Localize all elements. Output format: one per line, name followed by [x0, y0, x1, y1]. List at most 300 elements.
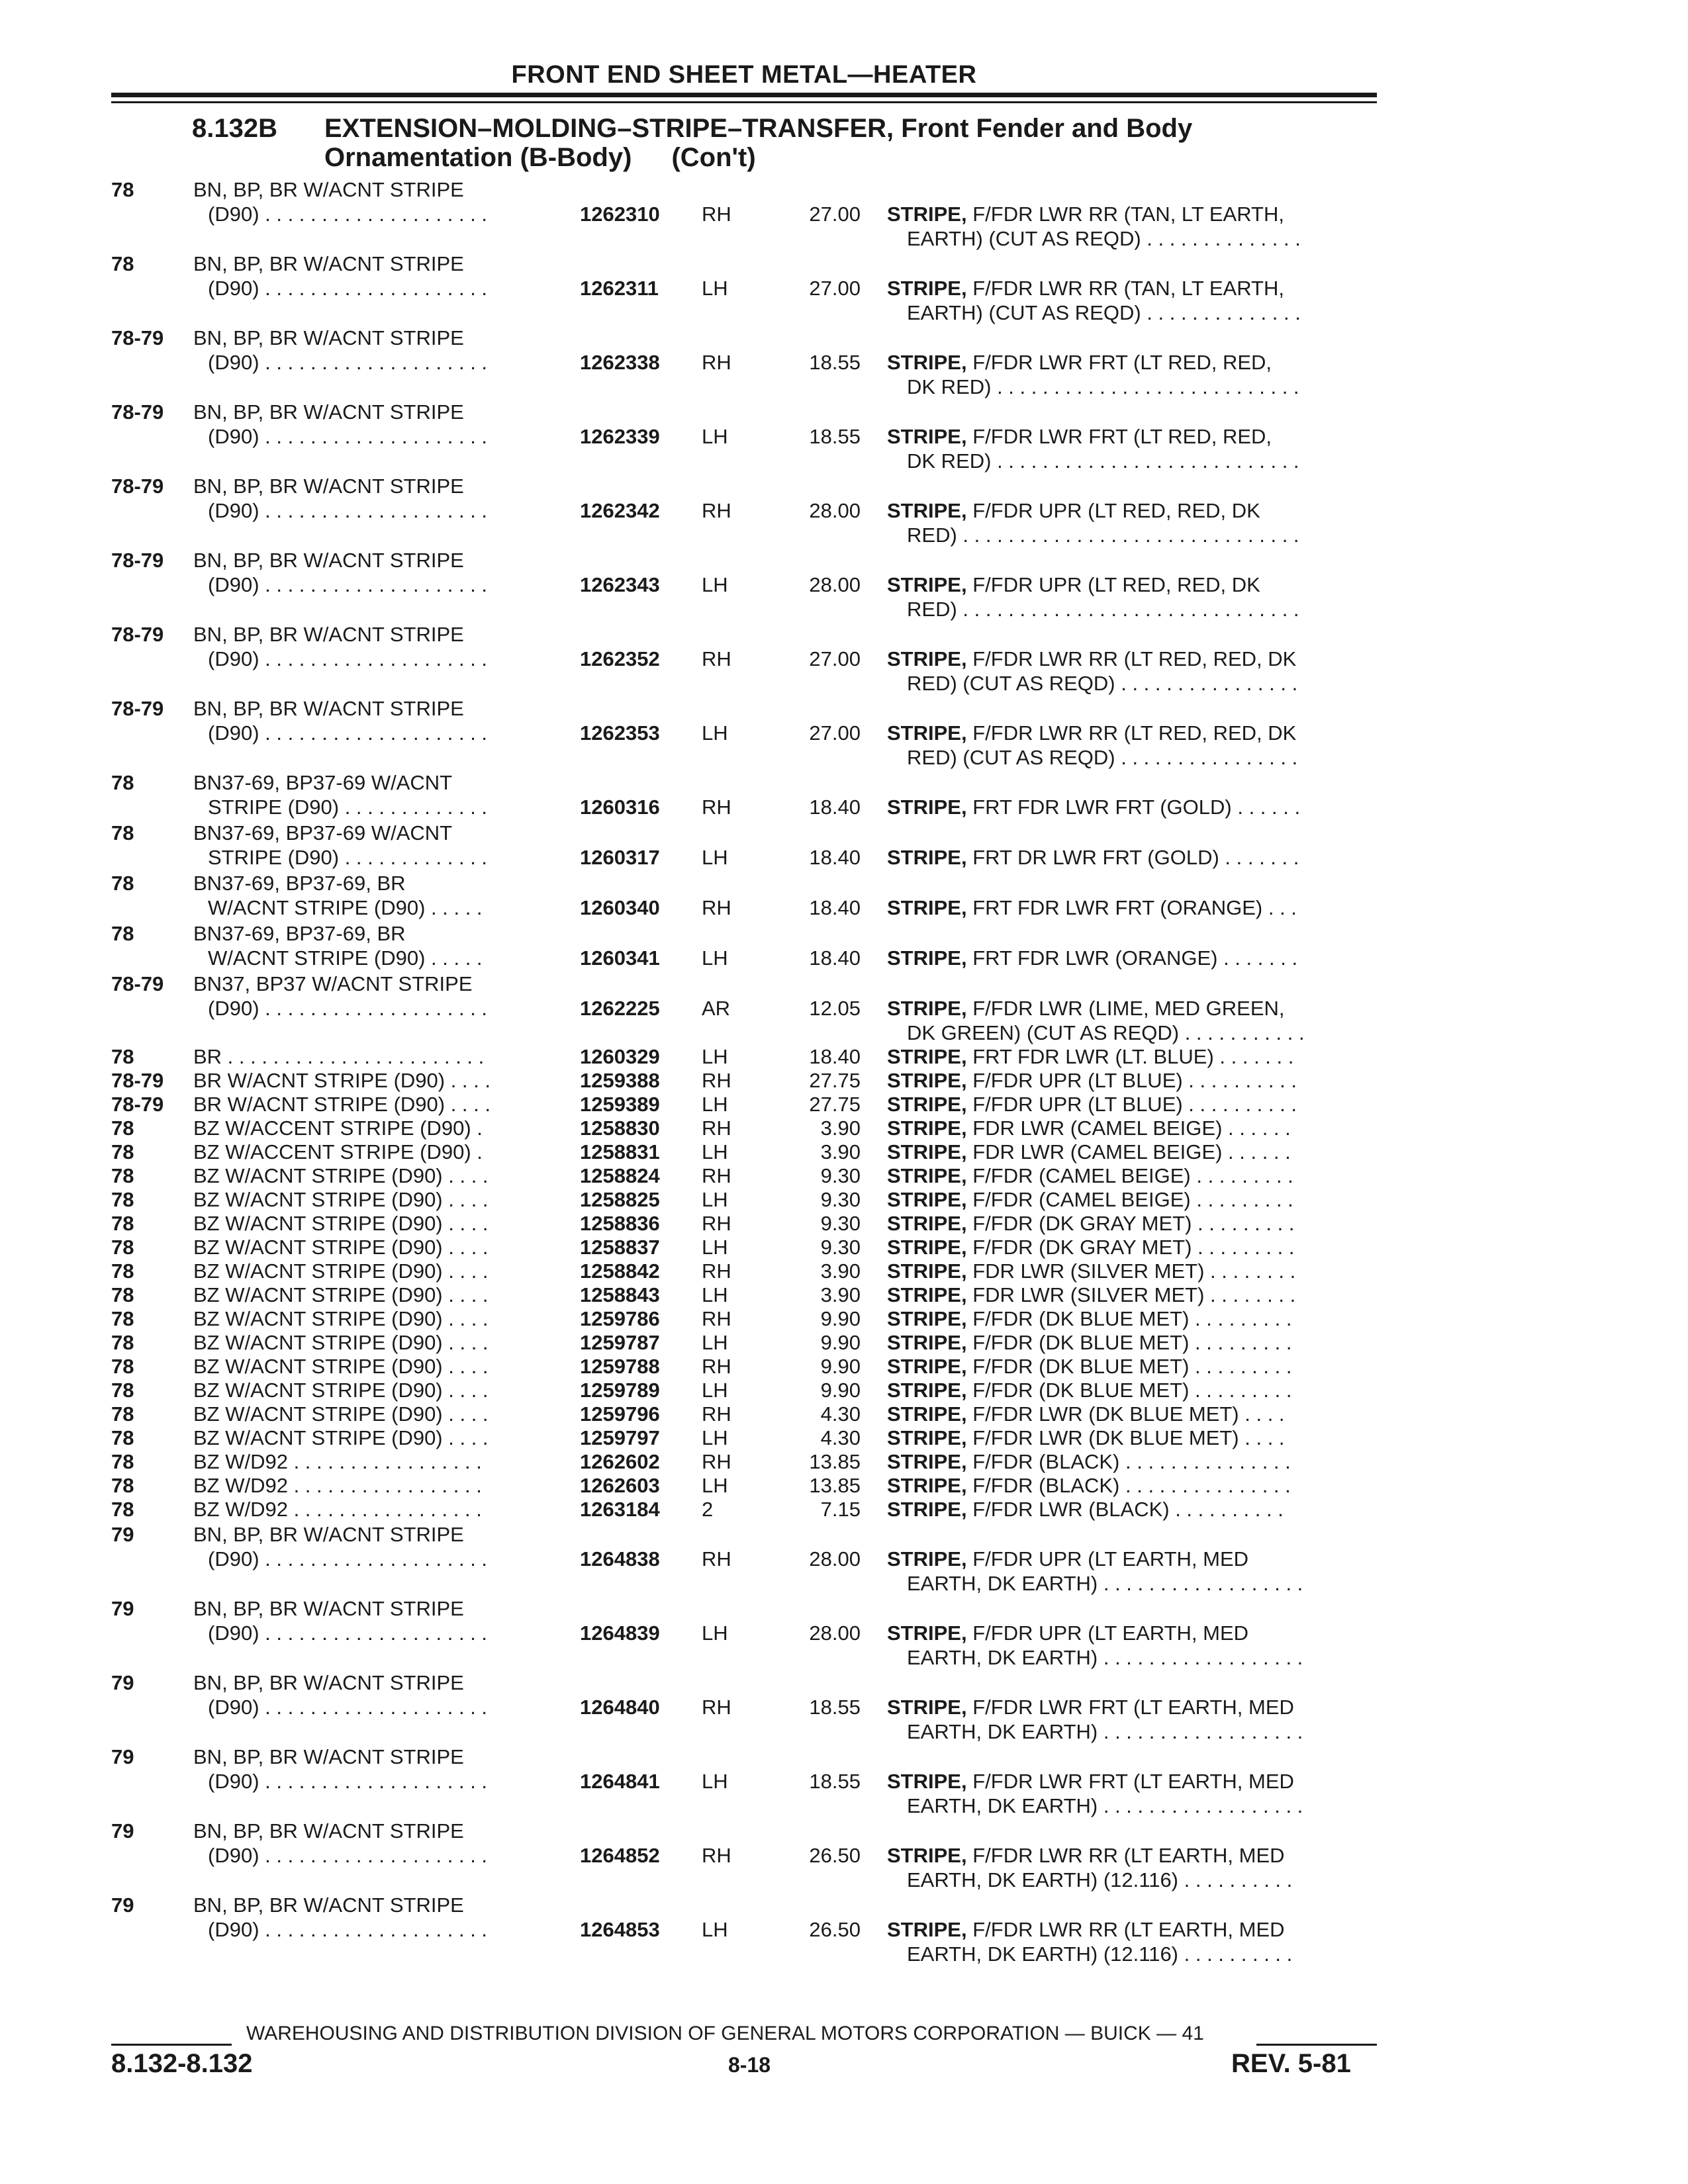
row-year: 78: [111, 1307, 134, 1330]
row-description-text: F/FDR LWR RR (TAN, LT EARTH,: [966, 203, 1284, 226]
row-description-line2: EARTH, DK EARTH) . . . . . . . . . . . . . . . . . .: [907, 1794, 1303, 1817]
row-description: [887, 1497, 1377, 1522]
row-price: 26.50: [809, 1844, 861, 1867]
row-part-number: 1264853: [580, 1918, 660, 1941]
row-model-line1: BZ W/ACNT STRIPE (D90) . . . .: [193, 1379, 489, 1402]
row-description-keyword: STRIPE,: [887, 277, 967, 300]
row-description: [887, 647, 1377, 696]
row-model: [193, 1330, 551, 1355]
row-description-line1: [887, 350, 1377, 375]
row-side: LH: [702, 425, 728, 448]
row-side: LH: [702, 1283, 728, 1306]
row-description-keyword: STRIPE,: [887, 721, 967, 745]
row-description-text: F/FDR (BLACK) . . . . . . . . . . . . . . .: [966, 1474, 1291, 1497]
row-side: LH: [702, 277, 728, 300]
row-description: [887, 1621, 1377, 1670]
row-year: 78: [111, 1426, 134, 1449]
row-year: 78: [111, 821, 134, 844]
row-side: RH: [702, 1402, 731, 1426]
row-description-line1: [887, 996, 1377, 1021]
footer-rule-left: [111, 2044, 232, 2046]
row-description: [887, 424, 1377, 473]
row-description-line1: [887, 721, 1377, 745]
row-description-keyword: STRIPE,: [887, 846, 967, 869]
row-description-line1: [887, 1092, 1377, 1116]
row-part-number: 1258831: [580, 1140, 660, 1163]
row-year: 79: [111, 1893, 134, 1917]
row-model: [193, 622, 551, 671]
row-model-line1: BN, BP, BR W/ACNT STRIPE: [193, 1597, 464, 1620]
row-description-line1: [887, 498, 1377, 523]
row-side: RH: [702, 647, 731, 670]
row-description-line1: [887, 1211, 1377, 1236]
row-description-keyword: STRIPE,: [887, 1188, 967, 1211]
row-part-number: 1262311: [580, 277, 659, 300]
row-description-line1: [887, 1402, 1377, 1426]
row-description-line2: DK GREEN) (CUT AS REQD) . . . . . . . . . . .: [907, 1021, 1305, 1044]
row-description: [887, 845, 1377, 870]
row-description: [887, 1330, 1377, 1355]
row-description-keyword: STRIPE,: [887, 1696, 967, 1719]
row-model-line1: BZ W/ACNT STRIPE (D90) . . . .: [193, 1331, 489, 1354]
row-description-text: F/FDR LWR FRT (LT EARTH, MED: [966, 1770, 1294, 1793]
row-description-line1: [887, 1306, 1377, 1331]
row-side: RH: [702, 1547, 731, 1570]
row-description-keyword: STRIPE,: [887, 796, 967, 819]
row-description-keyword: STRIPE,: [887, 1140, 967, 1163]
row-year: 78: [111, 1116, 134, 1140]
row-description-line2: RED) (CUT AS REQD) . . . . . . . . . . . . . . . .: [907, 672, 1298, 695]
row-description-line1: [887, 1497, 1377, 1522]
row-description: [887, 946, 1377, 970]
row-price: 26.50: [809, 1918, 861, 1941]
row-description-keyword: STRIPE,: [887, 896, 967, 919]
row-model: [193, 921, 551, 970]
row-description-line1: [887, 1330, 1377, 1355]
row-description-line1: [887, 202, 1377, 226]
row-year: 78-79: [111, 1069, 164, 1092]
row-part-number: 1259796: [580, 1402, 660, 1426]
row-description-keyword: STRIPE,: [887, 1498, 967, 1521]
row-description-keyword: STRIPE,: [887, 499, 967, 522]
row-side: LH: [702, 721, 728, 745]
row-description: [887, 1473, 1377, 1498]
row-model-line1: BN37-69, BP37-69 W/ACNT: [193, 821, 453, 844]
row-model: [193, 326, 551, 375]
row-model-line1: BZ W/ACNT STRIPE (D90) . . . .: [193, 1212, 489, 1235]
row-price: 18.40: [809, 796, 861, 819]
row-year: 78: [111, 1379, 134, 1402]
row-description-keyword: STRIPE,: [887, 1283, 967, 1306]
row-description-line1: [887, 1917, 1377, 1942]
row-side: LH: [702, 1426, 728, 1449]
row-model-line1: BN37, BP37 W/ACNT STRIPE: [193, 972, 473, 995]
row-model-line1: BZ W/ACNT STRIPE (D90) . . . .: [193, 1164, 489, 1187]
row-description-line1: [887, 1044, 1377, 1069]
row-description: [887, 1402, 1377, 1426]
row-year: 78: [111, 922, 134, 945]
row-side: LH: [702, 573, 728, 596]
row-description-line1: [887, 1140, 1377, 1164]
row-year: 78-79: [111, 475, 164, 498]
row-description-line2: EARTH, DK EARTH) . . . . . . . . . . . . . . . . . .: [907, 1646, 1303, 1669]
row-part-number: 1262353: [580, 721, 660, 745]
row-description-keyword: STRIPE,: [887, 997, 967, 1020]
row-description-text: F/FDR (BLACK) . . . . . . . . . . . . . . .: [966, 1450, 1291, 1473]
row-model-line2: (D90) . . . . . . . . . . . . . . . . . . . .: [208, 1844, 488, 1867]
row-description-line2: EARTH) (CUT AS REQD) . . . . . . . . . . . . . .: [907, 227, 1301, 250]
row-price: 9.90: [820, 1379, 861, 1402]
row-price: 3.90: [820, 1116, 861, 1140]
row-part-number: 1259788: [580, 1355, 660, 1378]
row-model-line1: BZ W/ACNT STRIPE (D90) . . . .: [193, 1355, 489, 1378]
row-description: [887, 1695, 1377, 1744]
row-description-keyword: STRIPE,: [887, 1918, 967, 1941]
row-description-line1: [887, 1354, 1377, 1379]
row-price: 28.00: [809, 1621, 861, 1645]
row-year: 79: [111, 1819, 134, 1843]
row-description-keyword: STRIPE,: [887, 1402, 967, 1426]
row-description-text: F/FDR LWR (DK BLUE MET) . . . .: [966, 1402, 1285, 1426]
row-model: [193, 474, 551, 523]
row-price: 27.75: [809, 1093, 861, 1116]
row-side: LH: [702, 1331, 728, 1354]
row-side: RH: [702, 203, 731, 226]
row-description-line1: [887, 1163, 1377, 1188]
row-model-line2: (D90) . . . . . . . . . . . . . . . . . . . .: [208, 1918, 488, 1941]
row-year: 78: [111, 1140, 134, 1163]
row-price: 18.55: [809, 425, 861, 448]
row-description: [887, 202, 1377, 251]
row-description-text: FRT FDR LWR FRT (ORANGE) . . .: [966, 896, 1297, 919]
row-description: [887, 1354, 1377, 1379]
row-model-line2: (D90) . . . . . . . . . . . . . . . . . . . .: [208, 1621, 488, 1645]
row-model-line1: BN, BP, BR W/ACNT STRIPE: [193, 1523, 464, 1546]
row-description-text: F/FDR LWR FRT (LT EARTH, MED: [966, 1696, 1294, 1719]
row-model: [193, 1596, 551, 1645]
row-model-line1: BZ W/ACCENT STRIPE (D90) .: [193, 1140, 483, 1163]
row-description-line1: [887, 845, 1377, 870]
row-part-number: 1264841: [580, 1770, 660, 1793]
footer-revision: REV. 5-81: [1231, 2049, 1351, 2078]
row-description-keyword: STRIPE,: [887, 425, 967, 448]
row-description-keyword: STRIPE,: [887, 1164, 967, 1187]
row-description: [887, 1163, 1377, 1188]
row-side: RH: [702, 1164, 731, 1187]
section-number: 8.132B: [192, 114, 277, 143]
row-description: [887, 721, 1377, 770]
row-description-line1: [887, 1283, 1377, 1307]
row-description: [887, 795, 1377, 819]
row-price: 28.00: [809, 1547, 861, 1570]
row-side: RH: [702, 1116, 731, 1140]
row-description-line1: [887, 424, 1377, 449]
row-description-keyword: STRIPE,: [887, 203, 967, 226]
row-model: [193, 1235, 551, 1259]
row-side: RH: [702, 1355, 731, 1378]
row-description-text: F/FDR LWR RR (LT RED, RED, DK: [966, 647, 1297, 670]
row-part-number: 1259787: [580, 1331, 660, 1354]
row-model-line1: BZ W/ACCENT STRIPE (D90) .: [193, 1116, 483, 1140]
row-model: [193, 821, 551, 870]
row-model-line1: BZ W/ACNT STRIPE (D90) . . . .: [193, 1426, 489, 1449]
row-description-keyword: STRIPE,: [887, 1379, 967, 1402]
row-description-text: F/FDR LWR RR (LT EARTH, MED: [966, 1918, 1285, 1941]
row-description-line1: [887, 1473, 1377, 1498]
row-price: 27.00: [809, 647, 861, 670]
row-description-text: FDR LWR (SILVER MET) . . . . . . . .: [966, 1283, 1296, 1306]
row-description-text: F/FDR UPR (LT BLUE) . . . . . . . . . .: [966, 1069, 1297, 1092]
row-part-number: 1264839: [580, 1621, 660, 1645]
row-model: [193, 1306, 551, 1331]
row-model-line1: BZ W/ACNT STRIPE (D90) . . . .: [193, 1307, 489, 1330]
row-description-keyword: STRIPE,: [887, 946, 967, 970]
row-description-line2: RED) (CUT AS REQD) . . . . . . . . . . . . . . . .: [907, 746, 1298, 769]
row-model-line1: BN37-69, BP37-69, BR: [193, 872, 406, 895]
row-part-number: 1262225: [580, 997, 660, 1020]
row-price: 9.30: [820, 1212, 861, 1235]
row-model: [193, 1116, 551, 1140]
row-description-text: F/FDR LWR (DK BLUE MET) . . . .: [966, 1426, 1285, 1449]
footer-rule-right: [1256, 2044, 1377, 2046]
row-year: 78: [111, 1045, 134, 1068]
row-description-keyword: STRIPE,: [887, 1474, 967, 1497]
row-price: 18.55: [809, 1696, 861, 1719]
row-description-text: FRT DR LWR FRT (GOLD) . . . . . . .: [966, 846, 1299, 869]
row-year: 79: [111, 1671, 134, 1694]
row-description-keyword: STRIPE,: [887, 1770, 967, 1793]
row-description-keyword: STRIPE,: [887, 1547, 967, 1570]
row-part-number: 1263184: [580, 1498, 660, 1521]
row-price: 4.30: [820, 1402, 861, 1426]
row-side: RH: [702, 499, 731, 522]
row-part-number: 1262339: [580, 425, 660, 448]
row-model-line1: BZ W/D92 . . . . . . . . . . . . . . . . .: [193, 1498, 482, 1521]
row-model-line1: BR W/ACNT STRIPE (D90) . . . .: [193, 1069, 491, 1092]
row-model-line1: BZ W/D92 . . . . . . . . . . . . . . . . .: [193, 1450, 482, 1473]
row-description-text: F/FDR (CAMEL BEIGE) . . . . . . . . .: [966, 1188, 1293, 1211]
row-model-line1: BN, BP, BR W/ACNT STRIPE: [193, 1893, 464, 1917]
row-model-line2: STRIPE (D90) . . . . . . . . . . . . .: [208, 796, 488, 819]
row-price: 3.90: [820, 1283, 861, 1306]
row-part-number: 1262352: [580, 647, 660, 670]
row-price: 4.30: [820, 1426, 861, 1449]
row-year: 78-79: [111, 697, 164, 720]
row-part-number: 1264852: [580, 1844, 660, 1867]
row-description: [887, 1044, 1377, 1069]
row-description-keyword: STRIPE,: [887, 647, 967, 670]
row-description-keyword: STRIPE,: [887, 1069, 967, 1092]
row-part-number: 1258836: [580, 1212, 660, 1235]
row-model: [193, 770, 551, 819]
row-description-keyword: STRIPE,: [887, 1045, 967, 1068]
row-model-line1: BZ W/ACNT STRIPE (D90) . . . .: [193, 1259, 489, 1283]
row-price: 18.40: [809, 946, 861, 970]
row-description-line1: [887, 1187, 1377, 1212]
row-model: [193, 1497, 551, 1522]
row-description-line1: [887, 1116, 1377, 1140]
row-model-line1: BN, BP, BR W/ACNT STRIPE: [193, 697, 464, 720]
row-description: [887, 1426, 1377, 1450]
footer-corporation: WAREHOUSING AND DISTRIBUTION DIVISION OF GENERAL MOTORS CORPORATION — BUICK — 41: [246, 2023, 1204, 2044]
row-side: LH: [702, 1236, 728, 1259]
row-description-line2: EARTH, DK EARTH) (12.116) . . . . . . . . . .: [907, 1942, 1293, 1966]
row-year: 79: [111, 1523, 134, 1546]
row-description-text: FDR LWR (CAMEL BEIGE) . . . . . .: [966, 1116, 1291, 1140]
row-year: 78: [111, 771, 134, 794]
row-description-line2: EARTH) (CUT AS REQD) . . . . . . . . . . . . . .: [907, 301, 1301, 324]
row-side: RH: [702, 796, 731, 819]
row-model: [193, 696, 551, 745]
row-model: [193, 1068, 551, 1093]
row-model-line1: BR W/ACNT STRIPE (D90) . . . .: [193, 1093, 491, 1116]
row-description-text: F/FDR (CAMEL BEIGE) . . . . . . . . .: [966, 1164, 1293, 1187]
row-price: 9.30: [820, 1164, 861, 1187]
row-model-line2: (D90) . . . . . . . . . . . . . . . . . . . .: [208, 351, 488, 374]
row-side: LH: [702, 946, 728, 970]
row-side: LH: [702, 846, 728, 869]
row-description: [887, 1211, 1377, 1236]
section-title-line2: Ornamentation (B-Body): [324, 143, 632, 172]
row-model: [193, 1522, 551, 1571]
row-description-text: FRT FDR LWR FRT (GOLD) . . . . . .: [966, 796, 1301, 819]
row-side: RH: [702, 1696, 731, 1719]
row-description-line2: EARTH, DK EARTH) (12.116) . . . . . . . . . .: [907, 1868, 1293, 1891]
row-side: RH: [702, 1259, 731, 1283]
page-title: FRONT END SHEET METAL—HEATER: [511, 61, 977, 89]
row-year: 79: [111, 1597, 134, 1620]
row-description: [887, 1187, 1377, 1212]
row-model: [193, 1745, 551, 1794]
row-model: [193, 1670, 551, 1719]
row-description-text: F/FDR (DK GRAY MET) . . . . . . . . .: [966, 1212, 1295, 1235]
row-price: 18.55: [809, 351, 861, 374]
row-description-keyword: STRIPE,: [887, 1331, 967, 1354]
row-part-number: 1258842: [580, 1259, 660, 1283]
row-part-number: 1259786: [580, 1307, 660, 1330]
row-description-text: F/FDR UPR (LT BLUE) . . . . . . . . . .: [966, 1093, 1297, 1116]
row-year: 78: [111, 1450, 134, 1473]
row-description-line1: [887, 895, 1377, 920]
row-model-line1: BZ W/ACNT STRIPE (D90) . . . .: [193, 1188, 489, 1211]
row-model-line1: BN, BP, BR W/ACNT STRIPE: [193, 252, 464, 275]
row-description-line2: RED) . . . . . . . . . . . . . . . . . . . . . . . . . . . . . .: [907, 598, 1299, 621]
row-year: 78: [111, 1355, 134, 1378]
row-price: 27.75: [809, 1069, 861, 1092]
row-part-number: 1258824: [580, 1164, 660, 1187]
row-model-line1: BN37-69, BP37-69 W/ACNT: [193, 771, 453, 794]
row-year: 78-79: [111, 400, 164, 424]
row-price: 27.00: [809, 277, 861, 300]
row-part-number: 1262602: [580, 1450, 660, 1473]
row-side: RH: [702, 1844, 731, 1867]
row-model: [193, 1092, 551, 1116]
row-price: 27.00: [809, 721, 861, 745]
row-price: 3.90: [820, 1140, 861, 1163]
row-description: [887, 276, 1377, 325]
row-price: 13.85: [809, 1450, 861, 1473]
row-part-number: 1260340: [580, 896, 660, 919]
row-side: 2: [702, 1498, 714, 1521]
row-description-keyword: STRIPE,: [887, 351, 967, 374]
continued-label: (Con't): [671, 143, 756, 172]
row-price: 3.90: [820, 1259, 861, 1283]
row-price: 12.05: [809, 997, 861, 1020]
row-price: 9.90: [820, 1355, 861, 1378]
row-description-text: F/FDR UPR (LT EARTH, MED: [966, 1621, 1249, 1645]
row-part-number: 1259797: [580, 1426, 660, 1449]
row-description-text: F/FDR LWR (LIME, MED GREEN,: [966, 997, 1285, 1020]
row-description-keyword: STRIPE,: [887, 1355, 967, 1378]
row-model: [193, 548, 551, 597]
row-model: [193, 1211, 551, 1236]
row-year: 78-79: [111, 326, 164, 349]
row-description: [887, 1283, 1377, 1307]
row-description: [887, 1378, 1377, 1402]
row-model: [193, 1819, 551, 1868]
row-side: LH: [702, 1474, 728, 1497]
row-description-keyword: STRIPE,: [887, 573, 967, 596]
row-model-line1: BN, BP, BR W/ACNT STRIPE: [193, 1819, 464, 1843]
row-model-line2: (D90) . . . . . . . . . . . . . . . . . . . .: [208, 647, 488, 670]
row-model: [193, 1402, 551, 1426]
row-year: 78: [111, 1164, 134, 1187]
row-part-number: 1258843: [580, 1283, 660, 1306]
row-part-number: 1264838: [580, 1547, 660, 1570]
row-price: 18.55: [809, 1770, 861, 1793]
row-side: LH: [702, 1140, 728, 1163]
row-model: [193, 1378, 551, 1402]
row-description: [887, 1769, 1377, 1818]
row-description: [887, 1259, 1377, 1283]
row-description-text: FDR LWR (SILVER MET) . . . . . . . .: [966, 1259, 1296, 1283]
row-description-text: F/FDR UPR (LT EARTH, MED: [966, 1547, 1249, 1570]
row-description: [887, 1843, 1377, 1892]
row-model: [193, 871, 551, 920]
row-description-line1: [887, 1547, 1377, 1571]
row-year: 78-79: [111, 972, 164, 995]
row-side: LH: [702, 1093, 728, 1116]
row-part-number: 1262603: [580, 1474, 660, 1497]
row-model: [193, 1140, 551, 1164]
row-model: [193, 1187, 551, 1212]
row-model-line2: W/ACNT STRIPE (D90) . . . . .: [208, 896, 483, 919]
row-side: RH: [702, 1069, 731, 1092]
row-description: [887, 1235, 1377, 1259]
row-model-line1: BN, BP, BR W/ACNT STRIPE: [193, 475, 464, 498]
row-model-line2: (D90) . . . . . . . . . . . . . . . . . . . .: [208, 1770, 488, 1793]
row-year: 78: [111, 1402, 134, 1426]
row-description-line1: [887, 1769, 1377, 1794]
row-description-line2: RED) . . . . . . . . . . . . . . . . . . . . . . . . . . . . . .: [907, 523, 1299, 547]
row-description-keyword: STRIPE,: [887, 1426, 967, 1449]
row-model-line2: (D90) . . . . . . . . . . . . . . . . . . . .: [208, 721, 488, 745]
row-model: [193, 972, 551, 1021]
row-part-number: 1262310: [580, 203, 660, 226]
row-model: [193, 1259, 551, 1283]
row-model-line2: (D90) . . . . . . . . . . . . . . . . . . . .: [208, 203, 488, 226]
row-price: 7.15: [820, 1498, 861, 1521]
row-price: 27.00: [809, 203, 861, 226]
row-model: [193, 1426, 551, 1450]
row-description-line2: DK RED) . . . . . . . . . . . . . . . . . . . . . . . . . . .: [907, 449, 1299, 473]
row-model-line1: BN, BP, BR W/ACNT STRIPE: [193, 400, 464, 424]
row-description-keyword: STRIPE,: [887, 1116, 967, 1140]
row-description-line1: [887, 795, 1377, 819]
row-description: [887, 1116, 1377, 1140]
row-model: [193, 177, 551, 226]
row-year: 78: [111, 1498, 134, 1521]
